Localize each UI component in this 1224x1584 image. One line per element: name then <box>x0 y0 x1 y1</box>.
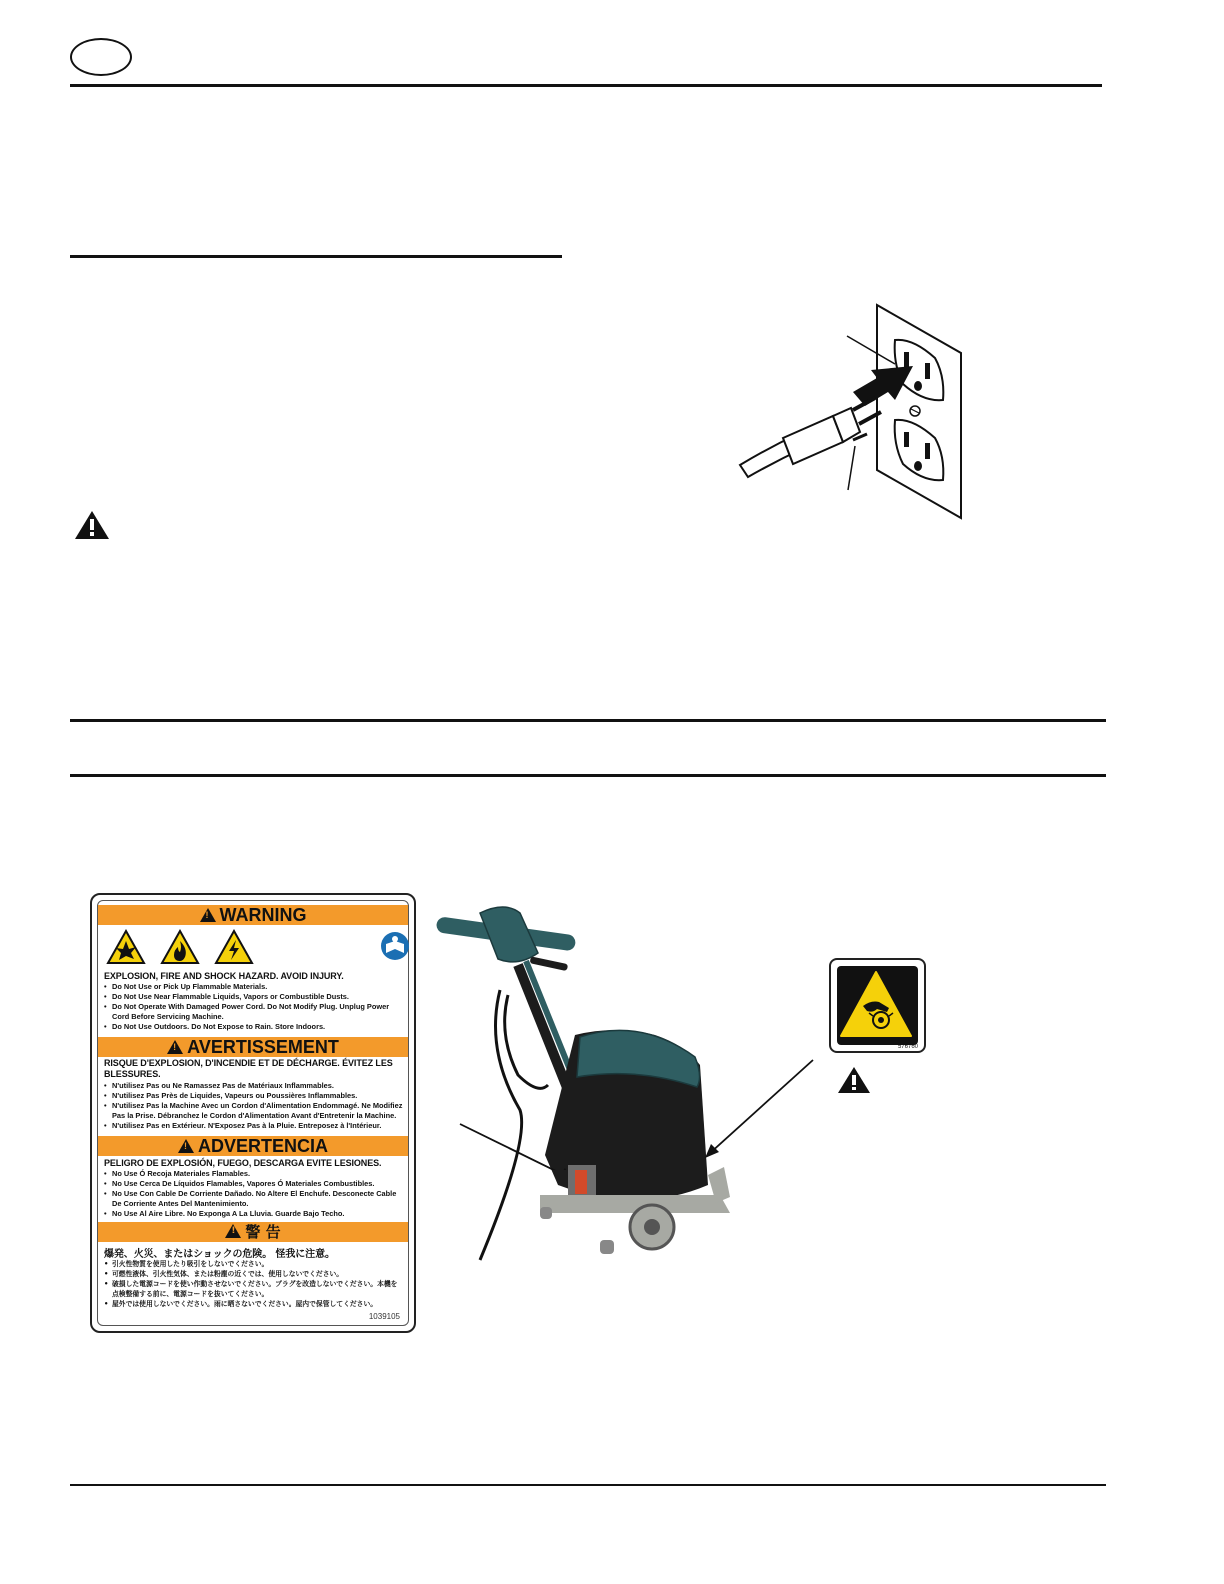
ground-pin-callout-line <box>848 446 855 490</box>
warning-heading: !WARNING <box>98 905 408 925</box>
keikoku-list <box>104 1259 404 1309</box>
list-item: • No Use Al Aire Libre. No Exponga A La Lluvia. Guarde Bajo Techo. <box>104 1209 404 1219</box>
grounded-outlet-figure <box>735 300 970 525</box>
list-item: • Do Not Operate With Damaged Power Cord. Do Not Modify Plug. Unplug Power Cord Before Servicing Machine. <box>104 1002 404 1022</box>
list-item: • 引火性物質を使用したり吸引をしないでください。 <box>104 1259 404 1269</box>
section-heading-rule <box>70 255 562 258</box>
explosion-icon <box>108 931 144 963</box>
warning-title: EXPLOSION, FIRE AND SHOCK HAZARD. AVOID INJURY. <box>104 971 344 981</box>
language-badge <box>70 38 132 76</box>
advertencia-list <box>104 1169 404 1219</box>
list-item: • 破損した電源コードを使い作動させないでください。プラグを改造しないでください。本機を点検整備する前に、電源コードを抜いてください。 <box>104 1279 404 1299</box>
section-rule-bottom <box>70 774 1106 777</box>
list-item: • N'utilisez Pas en Extérieur. N'Exposez Pas à la Pluie. Entreposez à l'Intérieur. <box>104 1121 404 1131</box>
machine-callouts <box>455 1030 825 1170</box>
list-item: • N'utilisez Pas Près de Liquides, Vapeurs ou Poussières Inflammables. <box>104 1091 404 1101</box>
list-item: • No Use Ó Recoja Materiales Flamables. <box>104 1169 404 1179</box>
header-rule <box>70 84 1102 87</box>
caster <box>600 1240 614 1254</box>
pinch-hazard-decal <box>829 958 926 1053</box>
grounded-plug-icon <box>740 398 881 477</box>
decal-part-number: 576760 <box>897 1044 918 1050</box>
warning-triangle-icon <box>837 1066 871 1094</box>
fire-icon <box>162 931 198 963</box>
advertencia-title: PELIGRO DE EXPLOSIÓN, FUEGO, DESCARGA EVITE LESIONES. <box>104 1158 382 1168</box>
list-item: • Do Not Use Near Flammable Liquids, Vapors or Combustible Dusts. <box>104 992 404 1002</box>
section-rule-top <box>70 719 1106 722</box>
wall-outlet-icon <box>877 305 961 518</box>
list-item: • No Use Con Cable De Corriente Dañado. No Altere El Enchufe. Desconecte Cable De Corriente Antes Del Mantenimiento. <box>104 1189 404 1209</box>
advertencia-heading: !ADVERTENCIA <box>98 1136 408 1156</box>
keikoku-title: 爆発、火災、またはショックの危険。 怪我に注意。 <box>104 1249 335 1260</box>
label-part-number: 1039105 <box>368 1312 400 1321</box>
list-item: • Do Not Use or Pick Up Flammable Materials. <box>104 982 404 992</box>
warning-triangle-icon <box>73 509 111 541</box>
avertissement-list <box>104 1081 404 1131</box>
safety-warning-label <box>90 893 416 1333</box>
list-item: • 屋外では使用しないでください。雨に晒さないでください。屋内で保管してください。 <box>104 1299 404 1309</box>
avertissement-title: RISQUE D'EXPLOSION, D'INCENDIE ET DE DÉCHARGE. ÉVITEZ LES BLESSURES. <box>104 1058 393 1079</box>
read-manual-icon <box>380 931 410 961</box>
list-item: • Do Not Use Outdoors. Do Not Expose to Rain. Store Indoors. <box>104 1022 404 1032</box>
list-item: • 可燃性液体、引火性気体、または粉塵の近くでは、使用しないでください。 <box>104 1269 404 1279</box>
machine-frame <box>540 1195 730 1213</box>
list-item: • N'utilisez Pas la Machine Avec un Cordon d'Alimentation Endommagé. Ne Modifiez Pas la Prise. Débranchez le Cordon d'Alimentation Avant d'Entretenir la Machine. <box>104 1101 404 1121</box>
avertissement-heading: !AVERTISSEMENT <box>98 1037 408 1057</box>
keikoku-heading: !警 告 <box>98 1222 408 1242</box>
hazard-pictograms <box>106 929 306 967</box>
list-item: • N'utilisez Pas ou Ne Ramassez Pas de Matériaux Inflammables. <box>104 1081 404 1091</box>
list-item: • No Use Cerca De Líquidos Flamables, Vapores Ó Materiales Combustibles. <box>104 1179 404 1189</box>
footer-rule <box>70 1484 1106 1486</box>
electric-shock-icon <box>216 931 252 963</box>
pinch-hazard-icon <box>837 966 916 1045</box>
warning-list <box>104 982 404 1032</box>
